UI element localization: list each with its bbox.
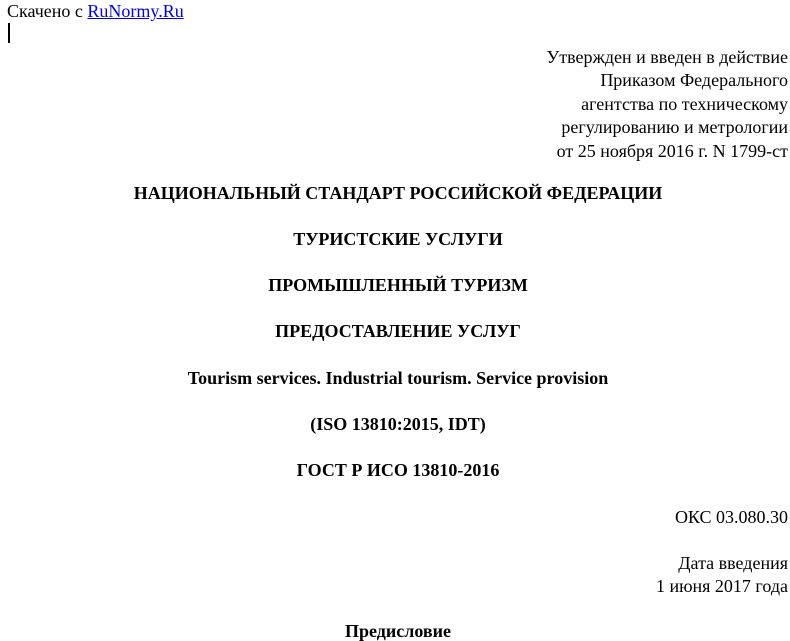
approval-line: агентства по техническому [581,93,788,114]
iso-reference: (ISO 13810:2015, IDT) [310,414,486,434]
approval-line: от 25 ноября 2016 г. N 1799-ст [556,140,788,161]
preface-heading: Предисловие [345,621,451,641]
source-line [7,1,184,21]
source-prefix: Скачено с [7,1,83,21]
source-link[interactable]: RuNormy.Ru [87,1,184,21]
approval-line: Утвержден и введен в действие [546,47,788,67]
standard-type-heading: НАЦИОНАЛЬНЫЙ СТАНДАРТ РОССИЙСКОЙ ФЕДЕРАЦИИ [133,183,663,203]
english-title: Tourism services. Industrial tourism. Service provision [187,368,609,388]
approval-line: Приказом Федерального [600,70,788,91]
title-line-industrial-tourism: ПРОМЫШЛЕННЫЙ ТУРИЗМ [268,275,528,295]
gost-number: ГОСТ Р ИСО 13810-2016 [296,460,500,480]
intro-date-value: 1 июня 2017 года [655,576,788,596]
text-cursor [8,23,10,43]
approval-block [546,46,788,163]
oks-code: ОКС 03.080.30 [674,507,788,527]
intro-date [656,552,788,598]
approval-line: регулированию и метрологии [561,117,788,138]
intro-date-label: Дата введения [678,553,788,573]
title-line-tourism-services: ТУРИСТСКИЕ УСЛУГИ [293,229,503,249]
title-line-service-provision: ПРЕДОСТАВЛЕНИЕ УСЛУГ [275,321,521,341]
